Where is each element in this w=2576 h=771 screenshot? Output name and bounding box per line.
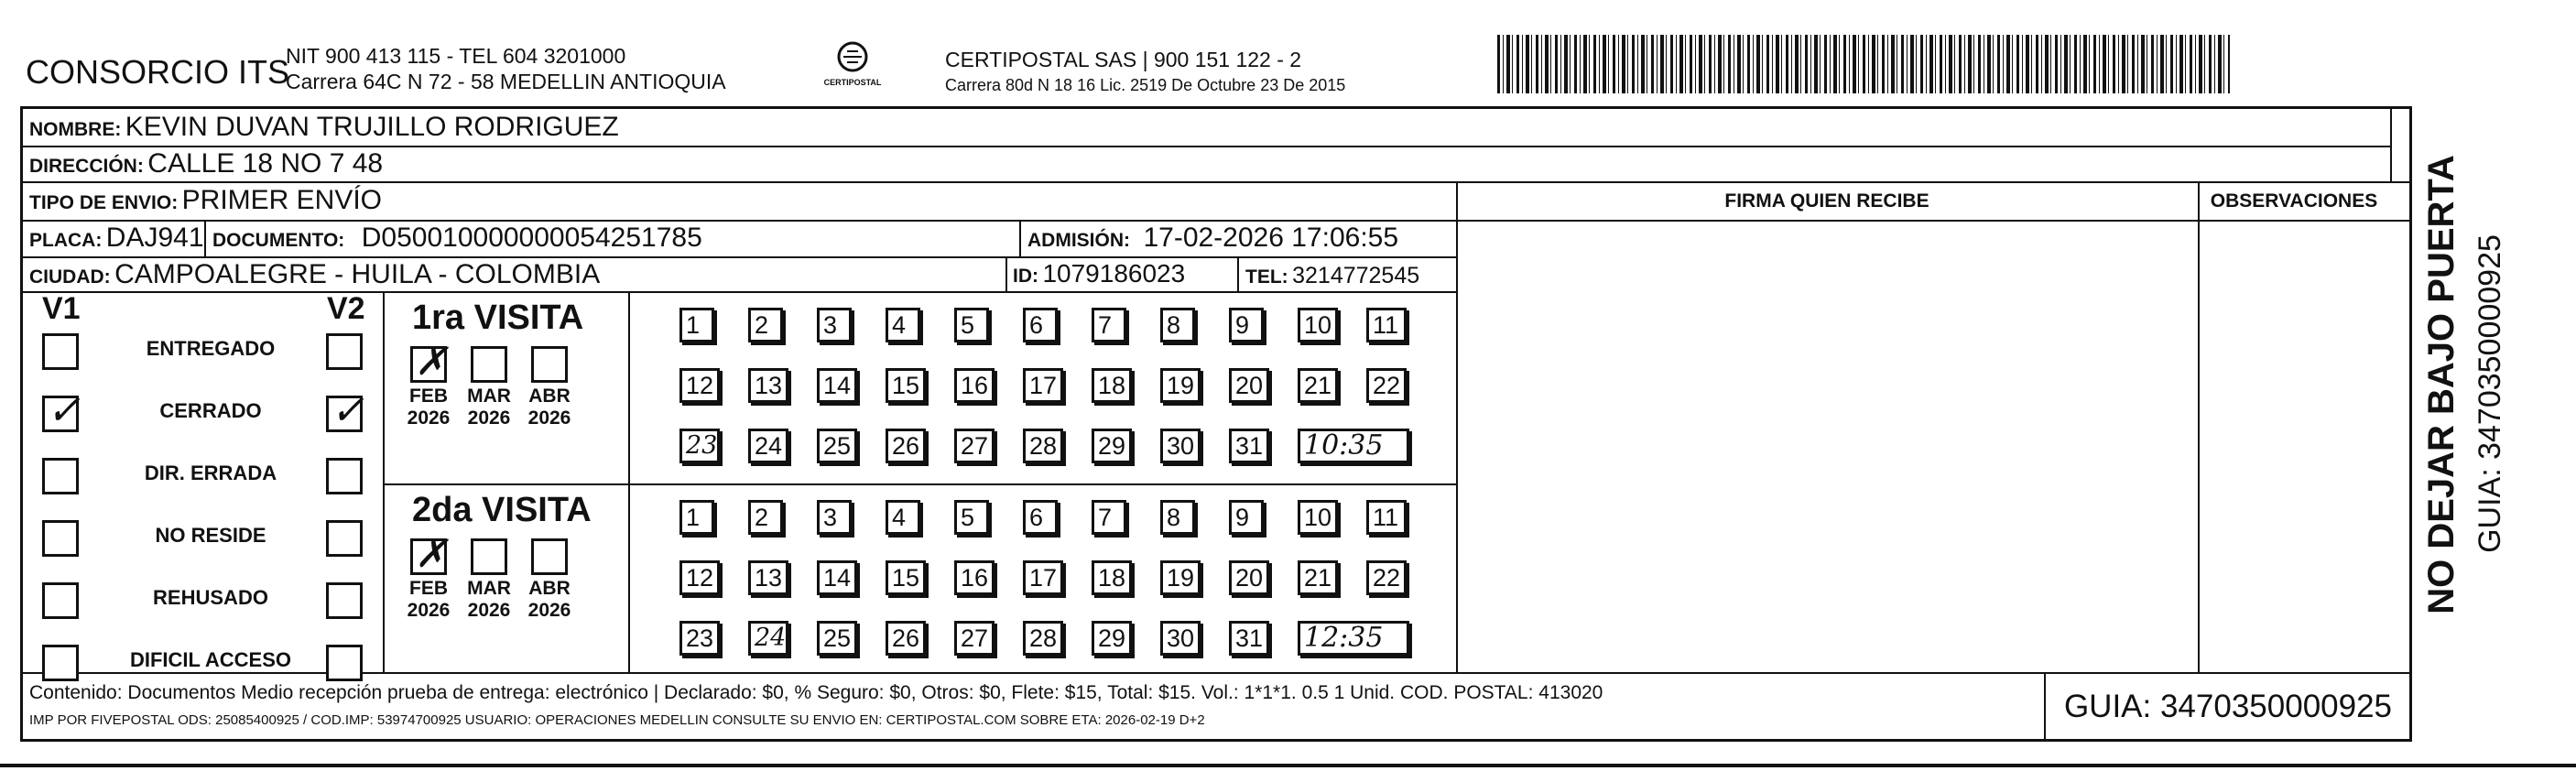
- certipostal-address: Carrera 80d N 18 16 Lic. 2519 De Octubre 23 De 2015: [945, 76, 1346, 94]
- row-tipo: [29, 185, 382, 216]
- id-label: ID:: [1013, 266, 1038, 287]
- firma-area[interactable]: [1460, 223, 2196, 670]
- firma-header: FIRMA QUIEN RECIBE: [1724, 190, 1929, 212]
- v2-checkbox-dificil-acceso[interactable]: [326, 645, 363, 681]
- first-visit-day-19[interactable]: 19: [1160, 368, 1201, 403]
- placa-label: PLACA:: [29, 230, 103, 251]
- side-no-dejar: NO DEJAR BAJO PUERTA: [2421, 155, 2462, 614]
- first-visit-month-label-abr: [520, 386, 579, 429]
- footer-contenido: Contenido: Documentos Medio recepción prueba de entrega: electrónico | Declarado: $0, % Seguro: $0, Otros: $0, Flete: $15, Total: $15. Vol.: 1*1*1. 0.5 1 Unid. COD. POSTAL: 413020: [29, 682, 1603, 703]
- company-address: Carrera 64C N 72 - 58 MEDELLIN ANTIOQUIA: [286, 70, 726, 93]
- v1-label: V1: [42, 291, 81, 326]
- first-visit-day-17[interactable]: 17: [1023, 368, 1063, 403]
- second-visit-month-label-mar: [460, 578, 518, 622]
- observaciones-area[interactable]: [2201, 223, 2388, 670]
- first-visit-month-mark: ✗: [415, 339, 448, 384]
- first-visit-month-checkbox-abr[interactable]: [531, 346, 568, 383]
- first-visit-title: 1ra VISITA: [412, 299, 584, 337]
- first-visit-month-label-feb: [399, 386, 458, 429]
- second-visit-day-21[interactable]: 21: [1298, 560, 1338, 595]
- first-visit-day-2[interactable]: 2: [748, 308, 783, 342]
- direccion-value: CALLE 18 NO 7 48: [147, 148, 384, 179]
- first-visit-day-26[interactable]: 26: [886, 429, 926, 463]
- second-visit-day-19[interactable]: 19: [1160, 560, 1201, 595]
- company-name: CONSORCIO ITS: [26, 53, 290, 91]
- first-visit-day-7[interactable]: 7: [1092, 308, 1126, 342]
- second-visit-time-box[interactable]: 12:35: [1298, 621, 1409, 656]
- first-visit-day-16[interactable]: 16: [954, 368, 995, 403]
- first-visit-day-6[interactable]: 6: [1023, 308, 1058, 342]
- first-visit-day-8[interactable]: 8: [1160, 308, 1195, 342]
- tipo-label: TIPO DE ENVIO:: [29, 192, 179, 213]
- documento-label: DOCUMENTO:: [212, 230, 345, 251]
- second-visit-day-20[interactable]: 20: [1229, 560, 1269, 595]
- v2-checkbox-rehusado[interactable]: [326, 582, 363, 619]
- first-visit-day-30[interactable]: 30: [1160, 429, 1201, 463]
- second-visit-month-label-feb: [399, 578, 458, 622]
- certipostal-logo: [811, 40, 894, 99]
- first-visit-day-3[interactable]: 3: [817, 308, 852, 342]
- first-visit-day-24[interactable]: 24: [748, 429, 788, 463]
- second-visit-day-8[interactable]: 8: [1160, 500, 1195, 535]
- second-visit-day-4[interactable]: 4: [886, 500, 920, 535]
- company-nit: NIT 900 413 115 - TEL 604 3201000: [286, 44, 626, 68]
- status-label-dificil-acceso: DIFICIL ACCESO: [129, 648, 291, 671]
- v1-checkbox-cerrado[interactable]: [42, 387, 81, 434]
- row-ciudad: [29, 259, 600, 290]
- second-visit-day-13[interactable]: 13: [748, 560, 788, 595]
- first-visit-day-31[interactable]: 31: [1229, 429, 1269, 463]
- month-year: 2026: [467, 600, 511, 621]
- second-visit-title: 2da VISITA: [412, 491, 592, 529]
- row-id: [1013, 259, 1185, 288]
- second-visit-day-14[interactable]: 14: [817, 560, 857, 595]
- direccion-label: DIRECCIÓN:: [29, 156, 144, 177]
- second-visit-day-15[interactable]: 15: [886, 560, 926, 595]
- second-visit-day-10[interactable]: 10: [1298, 500, 1338, 535]
- first-visit-day-12[interactable]: 12: [679, 368, 720, 403]
- month-name: MAR: [467, 578, 511, 599]
- row-nombre: [29, 112, 619, 143]
- second-visit-day-23[interactable]: 23: [679, 621, 720, 656]
- month-year: 2026: [527, 407, 571, 429]
- v2-checkbox-dir-errada[interactable]: [326, 458, 363, 494]
- row-tel: [1245, 263, 1419, 289]
- second-visit-day-22[interactable]: 22: [1366, 560, 1407, 595]
- month-year: 2026: [407, 407, 451, 429]
- month-year: 2026: [467, 407, 511, 429]
- ciudad-label: CIUDAD:: [29, 266, 111, 288]
- second-visit-day-11[interactable]: 11: [1366, 500, 1407, 535]
- v1-checkbox-no-reside[interactable]: [42, 520, 79, 557]
- tel-label: TEL:: [1245, 266, 1288, 288]
- second-visit-day-12[interactable]: 12: [679, 560, 720, 595]
- nombre-label: NOMBRE:: [29, 119, 122, 140]
- side-guia: GUIA: 3470350000925: [2473, 234, 2507, 553]
- first-visit-month-checkbox-feb[interactable]: [410, 339, 448, 384]
- certipostal-line: CERTIPOSTAL SAS | 900 151 122 - 2: [945, 48, 1302, 71]
- month-name: ABR: [528, 578, 571, 599]
- first-visit-day-23[interactable]: 23: [679, 429, 720, 463]
- v1-check-mark: ✓: [47, 387, 81, 434]
- first-visit-day-11[interactable]: 11: [1366, 308, 1407, 342]
- v1-checkbox-entregado[interactable]: [42, 333, 79, 370]
- first-visit-day-15[interactable]: 15: [886, 368, 926, 403]
- second-visit-day-26[interactable]: 26: [886, 621, 926, 656]
- footer-guia: GUIA: 3470350000925: [2063, 689, 2393, 724]
- second-visit-day-18[interactable]: 18: [1092, 560, 1132, 595]
- id-value: 1079186023: [1042, 259, 1186, 288]
- second-visit-day-29[interactable]: 29: [1092, 621, 1132, 656]
- tipo-value: PRIMER ENVÍO: [181, 185, 383, 215]
- second-visit-day-5[interactable]: 5: [954, 500, 989, 535]
- status-label-dir-errada: DIR. ERRADA: [144, 462, 277, 484]
- second-visit-day-27[interactable]: 27: [954, 621, 995, 656]
- month-name: ABR: [528, 386, 571, 407]
- second-visit-day-31[interactable]: 31: [1229, 621, 1269, 656]
- second-visit-day-1[interactable]: 1: [679, 500, 714, 535]
- first-visit-day-10[interactable]: 10: [1298, 308, 1338, 342]
- first-visit-day-4[interactable]: 4: [886, 308, 920, 342]
- second-visit-day-6[interactable]: 6: [1023, 500, 1058, 535]
- second-visit-month-checkbox-mar[interactable]: [471, 538, 507, 575]
- first-visit-day-28[interactable]: 28: [1023, 429, 1063, 463]
- first-visit-day-18[interactable]: 18: [1092, 368, 1132, 403]
- second-visit-day-7[interactable]: 7: [1092, 500, 1126, 535]
- first-visit-day-29[interactable]: 29: [1092, 429, 1132, 463]
- v2-label: V2: [327, 291, 365, 326]
- month-year: 2026: [407, 600, 451, 621]
- header: [0, 0, 2576, 105]
- second-visit-day-3[interactable]: 3: [817, 500, 852, 535]
- second-visit-day-16[interactable]: 16: [954, 560, 995, 595]
- first-visit-day-22[interactable]: 22: [1366, 368, 1407, 403]
- logo-text: CERTIPOSTAL: [823, 78, 882, 87]
- second-visit-month-checkbox-feb[interactable]: [410, 531, 448, 576]
- tel-value: 3214772545: [1292, 263, 1420, 288]
- second-visit-day-17[interactable]: 17: [1023, 560, 1063, 595]
- second-visit-day-30[interactable]: 30: [1160, 621, 1201, 656]
- second-visit-day-28[interactable]: 28: [1023, 621, 1063, 656]
- v2-check-mark: ✓: [331, 387, 364, 434]
- v1-checkbox-dir-errada[interactable]: [42, 458, 79, 494]
- v1-checkbox-dificil-acceso[interactable]: [42, 645, 79, 681]
- first-visit-month-label-mar: [460, 386, 518, 429]
- first-visit-day-13[interactable]: 13: [748, 368, 788, 403]
- v2-checkbox-entregado[interactable]: [326, 333, 363, 370]
- first-visit-day-9[interactable]: 9: [1229, 308, 1264, 342]
- second-visit-day-25[interactable]: 25: [817, 621, 857, 656]
- row-admision: [1027, 223, 1398, 254]
- documento-value: D050010000000054251785: [361, 223, 702, 253]
- footer-imp: IMP POR FIVEPOSTAL ODS: 25085400925 / COD.IMP: 53974700925 USUARIO: OPERACIONES MEDELLIN CONSULTE SU ENVIO EN: CERTIPOSTAL.COM SOBRE ETA: 2026-02-19 D+2: [29, 712, 1205, 728]
- month-name: MAR: [467, 386, 511, 407]
- v2-checkbox-no-reside[interactable]: [326, 520, 363, 557]
- v1-checkbox-rehusado[interactable]: [42, 582, 79, 619]
- second-visit-day-9[interactable]: 9: [1229, 500, 1264, 535]
- status-label-entregado: ENTREGADO: [146, 337, 276, 360]
- v2-checkbox-cerrado[interactable]: [326, 387, 364, 434]
- first-visit-time-box[interactable]: 10:35: [1298, 429, 1409, 463]
- placa-value: DAJ941: [105, 223, 204, 253]
- second-visit-day-2[interactable]: 2: [748, 500, 783, 535]
- status-label-no-reside: NO RESIDE: [155, 524, 266, 547]
- first-visit-day-27[interactable]: 27: [954, 429, 995, 463]
- admision-value: 17-02-2026 17:06:55: [1143, 223, 1399, 253]
- first-visit-day-1[interactable]: 1: [679, 308, 714, 342]
- month-name: FEB: [409, 386, 448, 407]
- row-placa: [29, 223, 204, 254]
- admision-label: ADMISIÓN:: [1027, 230, 1130, 251]
- first-visit-month-checkbox-mar[interactable]: [471, 346, 507, 383]
- status-label-cerrado: CERRADO: [159, 399, 262, 422]
- observaciones-header: OBSERVACIONES: [2210, 190, 2378, 212]
- ciudad-value: CAMPOALEGRE - HUILA - COLOMBIA: [114, 259, 601, 289]
- second-visit-month-checkbox-abr[interactable]: [531, 538, 568, 575]
- status-label-rehusado: REHUSADO: [153, 586, 268, 609]
- row-direccion: [29, 148, 383, 179]
- nombre-value: KEVIN DUVAN TRUJILLO RODRIGUEZ: [125, 112, 619, 142]
- barcode: [1497, 35, 2230, 93]
- first-visit-day-21[interactable]: 21: [1298, 368, 1338, 403]
- second-visit-day-24[interactable]: 24: [748, 621, 788, 656]
- first-visit-day-14[interactable]: 14: [817, 368, 857, 403]
- second-visit-month-mark: ✗: [415, 531, 448, 576]
- second-visit-month-label-abr: [520, 578, 579, 622]
- row-documento: [212, 223, 702, 254]
- month-year: 2026: [527, 600, 571, 621]
- month-name: FEB: [409, 578, 448, 599]
- first-visit-day-20[interactable]: 20: [1229, 368, 1269, 403]
- first-visit-day-25[interactable]: 25: [817, 429, 857, 463]
- first-visit-day-5[interactable]: 5: [954, 308, 989, 342]
